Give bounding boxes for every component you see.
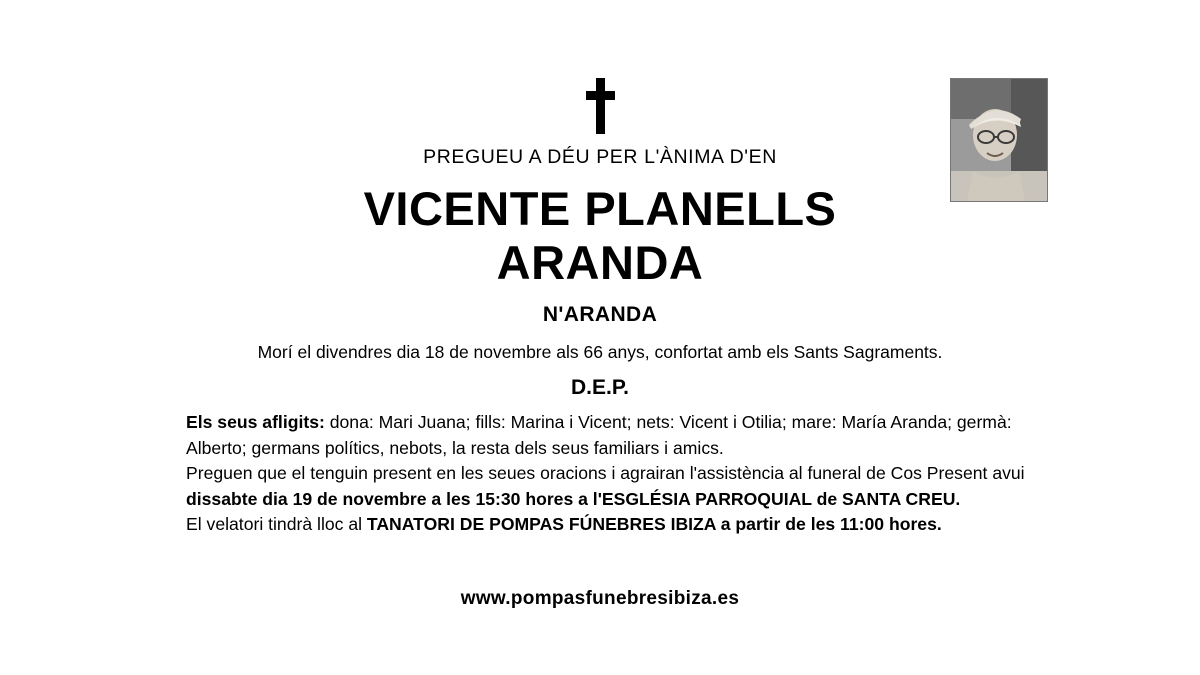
family-text: dona: Mari Juana; fills: Marina i Vicent; nets: Vicent i Otilia; mare: María Aranda; germà: Alberto; germans polítics, nebots, la resta dels seus familiars i amics. <box>186 412 1012 458</box>
wake-paragraph <box>186 512 1056 538</box>
family-paragraph <box>186 410 1056 461</box>
wake-intro: El velatori tindrà lloc al <box>186 514 367 534</box>
dep-text: D.E.P. <box>571 376 629 399</box>
deceased-nickname: N'ARANDA <box>542 303 658 326</box>
deceased-name-line2: ARANDA <box>496 236 704 289</box>
notice-body <box>186 410 1056 538</box>
pray-line: PREGUEU A DÉU PER L'ÀNIMA D'EN <box>423 146 777 168</box>
website-link[interactable]: www.pompasfunebresibiza.es <box>460 588 740 609</box>
deceased-name-line1: VICENTE PLANELLS <box>363 182 837 235</box>
death-details: Morí el divendres dia 18 de novembre als 66 anys, confortat amb els Sants Sagraments. <box>257 342 943 362</box>
funeral-paragraph <box>186 461 1056 512</box>
funeral-details: dissabte dia 19 de novembre a les 15:30 hores a l'ESGLÉSIA PARROQUIAL de SANTA CREU. <box>186 488 961 509</box>
funeral-intro: Preguen que el tenguin present en les seues oracions i agrairan l'assistència al funeral de Cos Present avui <box>186 463 1025 483</box>
family-label: Els seus afligits: <box>186 412 325 432</box>
deceased-name <box>0 182 1200 290</box>
wake-details: TANATORI DE POMPAS FÚNEBRES IBIZA a partir de les 11:00 hores. <box>366 514 942 534</box>
